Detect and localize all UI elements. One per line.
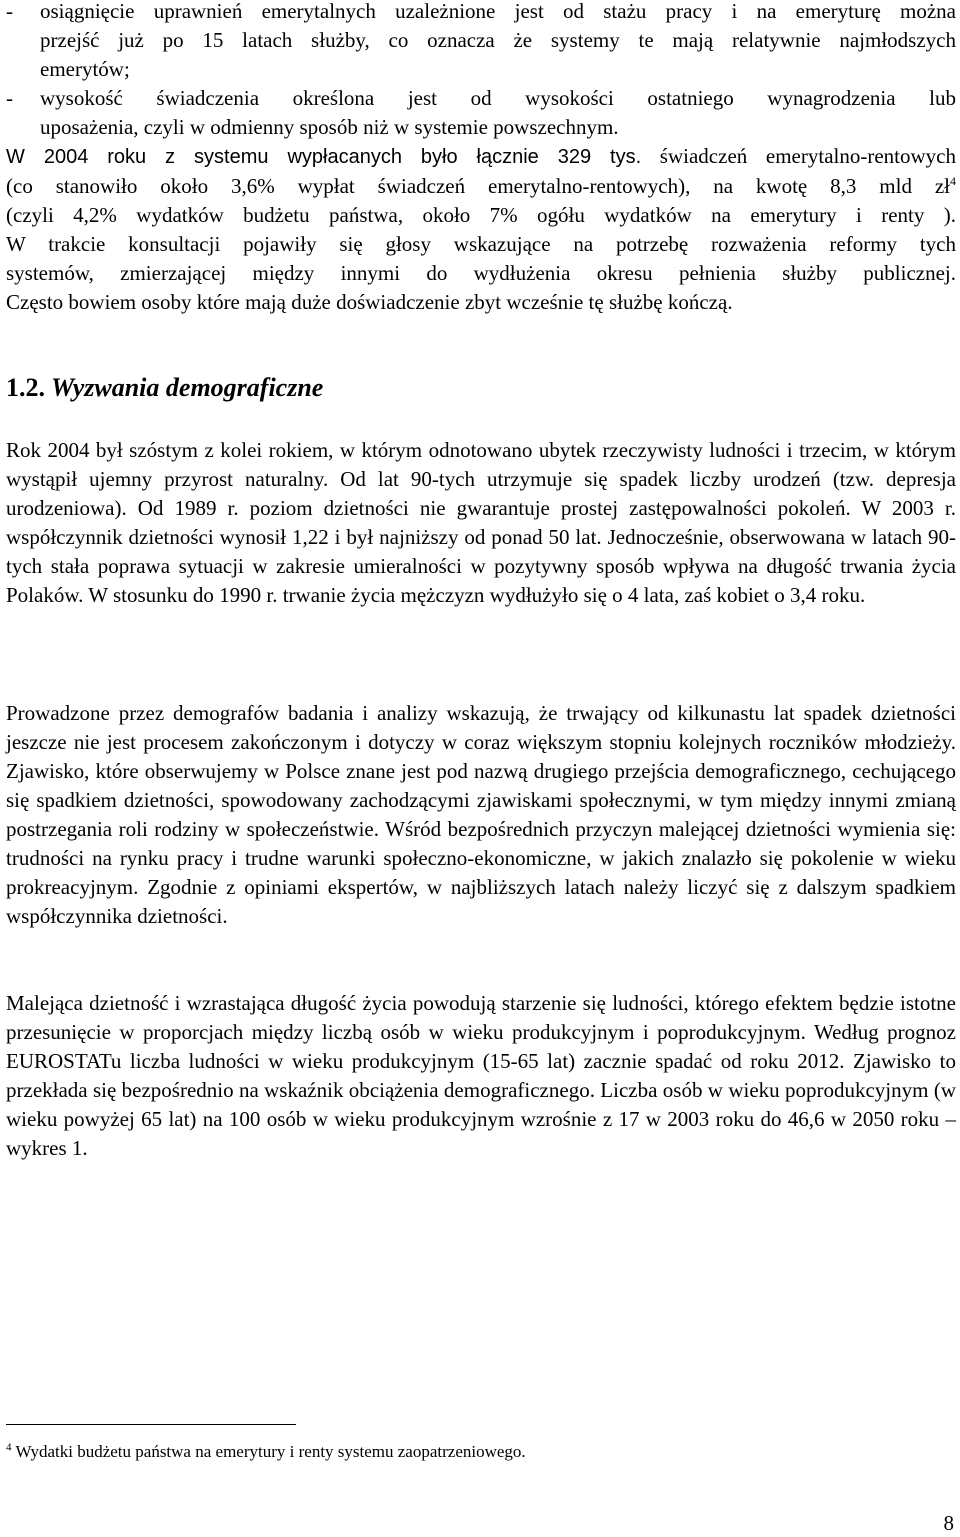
list-item-line: uposażenia, czyli w odmienny sposób niż w systemie powszechnym. — [40, 115, 619, 139]
body-paragraph: Malejąca dzietność i wzrastająca długość życia powodują starzenie się ludności, którego efektem będzie istotne przesunięcie w proporcjach między liczbą osób w wieku produkcyjnym i poprodukcyjnym. Według prognoz EUROSTATu liczba ludności w wieku produkcyjnym (15-65 lat) zacznie spadać od roku 2012. Zjawisko to przekłada się bezpośrednio na wskaźnik obciążenia demograficznego. Liczba osób w wieku poprodukcyjnym (w wieku powyżej 65 lat) na 100 osób w wieku produkcyjnym wzrośnie z 17 w 2003 roku do 46,6 w 2050 roku – wykres 1. — [6, 991, 956, 1160]
body-paragraph: Prowadzone przez demografów badania i analizy wskazują, że trwający od kilkunastu lat spadek dzietności jeszcze nie jest procesem zakończonym i dotyczy w coraz większym stopniu kolejnych roczników młodzieży. Zjawisko, które obserwujemy w Polsce znane jest pod nazwą drugiego przejścia demograficznego, cechującego się spadkiem dzietności, spowodowany zachodzącymi zjawiskami społecznymi, w tym między innymi zmianą postrzegania roli rodziny w społeczeństwie. Wśród bezpośrednich przyczyn malejącej dzietności wymienia się: trudności na rynku pracy i trudne warunki społeczno-ekonomiczne, w jakich znalazło się pokolenie w wieku prokreacyjnym. Zgodnie z opiniami ekspertów, w najbliższych latach należy liczyć się z dalszym spadkiem współczynnika dzietności. — [6, 701, 956, 928]
page-number: 8 — [943, 1511, 954, 1535]
text-run: (co stanowiło około 3,6% wypłat świadczeń emerytalno-rentowych), na kwotę 8,3 mld zł — [6, 174, 950, 198]
footnote-reference[interactable]: 4 — [950, 174, 956, 188]
section-heading — [6, 371, 323, 405]
list-dash: - — [6, 0, 13, 23]
sans-text-run: W 2004 roku z systemu wypłacanych było łącznie 329 tys. — [6, 146, 642, 168]
list-block — [6, 0, 956, 142]
section-title: Wyzwania demograficzne — [45, 373, 324, 402]
serif-text-run: świadczeń emerytalno-rentowych — [641, 144, 956, 168]
paragraph-line — [6, 142, 956, 172]
list-dash: - — [6, 86, 13, 110]
body-paragraph: Rok 2004 był szóstym z kolei rokiem, w którym odnotowano ubytek rzeczywisty ludności i trzecim, w którym wystąpił ujemny przyrost naturalny. Od lat 90-tych utrzymuje się spadek liczby urodzeń (tzw. depresja urodzeniowa). Od 1989 r. poziom dzietności nie gwarantuje prostej zastępowalności pokoleń. W 2003 r. współczynnik dzietności wynosił 1,22 i był najniższy od ponad 50 lat. Jednocześnie, obserwowana w latach 90-tych stała poprawa sytuacji w zakresie umieralności w pozytywny sposób wpływa na długość trwania życia Polaków. W stosunku do 1990 r. trwanie życia mężczyzn wydłużyło się o 4 lata, zaś kobiet o 3,4 roku. — [6, 438, 956, 607]
paragraph-line: Często bowiem osoby które mają duże doświadczenie zbyt wcześnie tę służbę kończą. — [6, 290, 733, 314]
list-item-line: przejść już po 15 latach służby, co oznacza że systemy te mają relatywnie najmłodszych — [40, 28, 956, 52]
paragraph-line: W trakcie konsultacji pojawiły się głosy wskazujące na potrzebę rozważenia reformy tych — [6, 232, 956, 256]
paragraph-line: (czyli 4,2% wydatków budżetu państwa, około 7% ogółu wydatków na emerytury i renty ). — [6, 203, 956, 227]
pension-paragraph — [6, 142, 956, 317]
footnote-divider — [6, 1424, 296, 1425]
list-item — [6, 84, 956, 142]
section-number: 1.2. — [6, 373, 45, 402]
paragraph-line: systemów, zmierzającej między innymi do wydłużenia okresu pełnienia służby publicznej. — [6, 261, 956, 285]
list-item — [6, 0, 956, 84]
list-item-line: wysokość świadczenia określona jest od wysokości ostatniego wynagrodzenia lub — [40, 86, 956, 110]
footnote-text: Wydatki budżetu państwa na emerytury i renty systemu zaopatrzeniowego. — [11, 1442, 526, 1461]
footnote — [6, 1440, 526, 1464]
footnote-mark: 4 — [6, 1441, 12, 1454]
paragraph-line — [6, 172, 956, 201]
list-item-line: emerytów; — [40, 57, 130, 81]
list-item-line: osiągnięcie uprawnień emerytalnych uzależnione jest od stażu pracy i na emeryturę można — [40, 0, 956, 23]
